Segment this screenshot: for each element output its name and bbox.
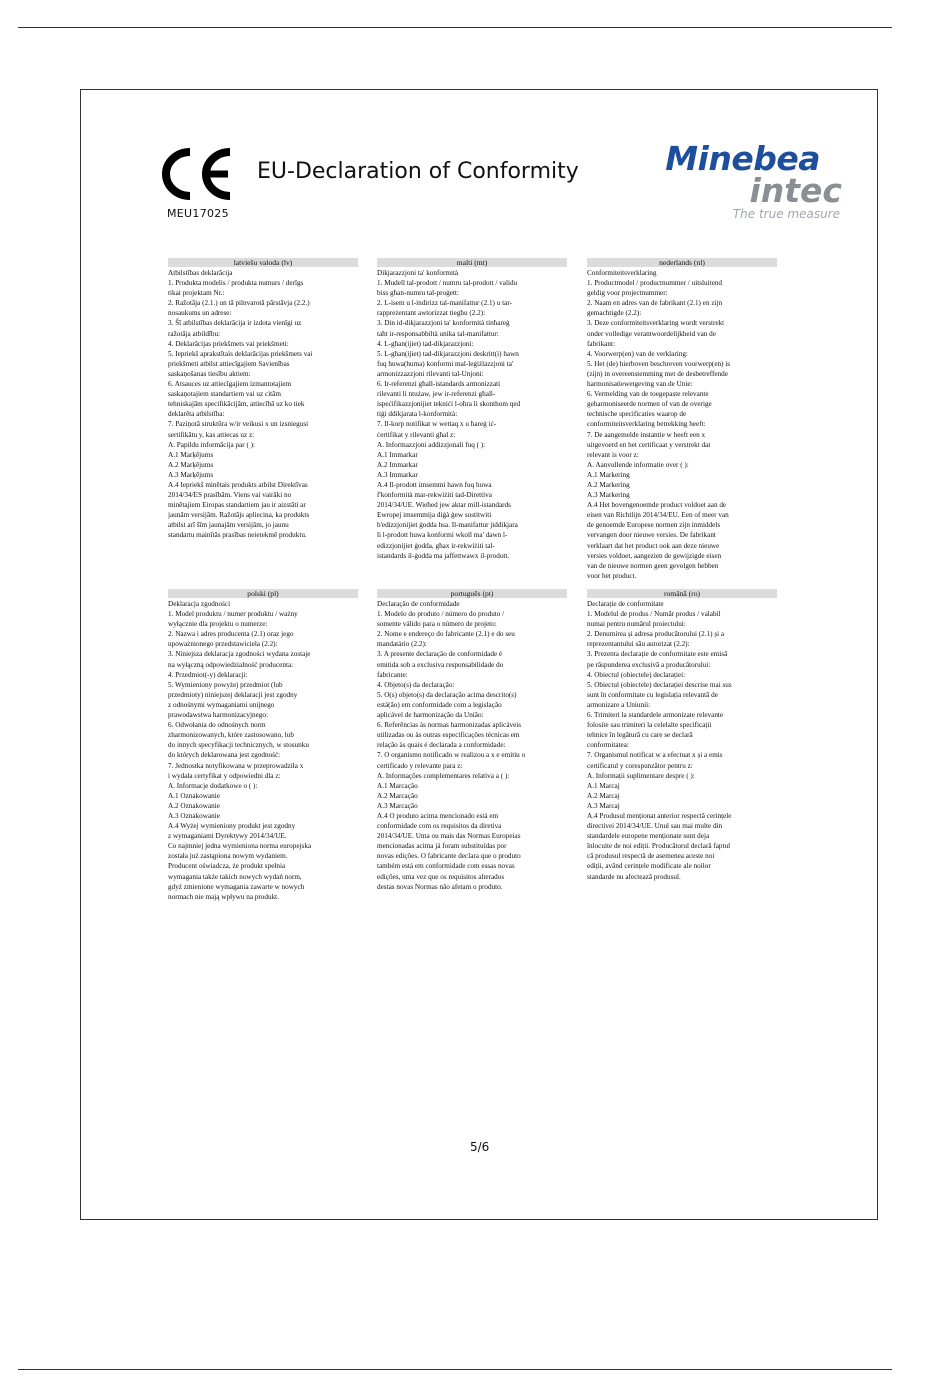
declaration-line: 3. Niniejsza deklaracja zgodności wydana zostaje — [168, 650, 311, 659]
declaration-line: 7. Il-korp notifikat w wettaq x u ħareġ iċ- — [377, 420, 497, 429]
declaration-line: wyłącznie dla projektu o numerze: — [168, 620, 268, 629]
declaration-line: edições, uma vez que os requisitos alterados — [377, 872, 505, 881]
language-heading: latviešu valoda (lv) — [168, 258, 358, 267]
declaration-line: conformidade com os requisitos da diretiva — [377, 822, 502, 831]
declaration-line: fuq huwa(huma) konformi mal-leġiżlazzjoni ta' — [377, 359, 514, 368]
declaration-line: 1. Mudell tal-prodott / numru tal-prodott / validu — [377, 279, 518, 288]
declaration-line: está(ão) em conformidade com a legislação — [377, 700, 502, 709]
page-number: 5/6 — [470, 1140, 490, 1154]
declaration-line: tehniskajām specifikācijām, attiecībā uz ko tiek — [168, 400, 305, 409]
declaration-line: mencionadas acima já foram substituídas por — [377, 842, 507, 851]
declaration-line: verklaart dat het product ook aan deze nieuwe — [587, 541, 720, 550]
declaration-line: deklarēta atbilstība: — [168, 410, 225, 419]
declaration-line: Deklaracja zgodności — [168, 600, 231, 608]
declaration-line: jaunām versijām. Ražotājs apliecina, ka produkts — [168, 511, 310, 520]
declaration-line: van de nieuwe normen geen gevolgen hebben — [587, 561, 719, 570]
declaration-text — [168, 599, 358, 902]
declaration-line: A.1 Immarkar — [377, 450, 418, 459]
declaration-line: A.1 Marcação — [377, 781, 418, 790]
declaration-line: standardele europene menționate sunt deja — [587, 832, 710, 841]
declaration-line: ċertifikat y rilevanti għal z: — [377, 430, 456, 439]
declaration-line: conformitatea: — [587, 741, 629, 750]
declaration-line: certificado y relevante para z: — [377, 761, 463, 770]
declaration-line: também está em conformidade com essas novas — [377, 862, 515, 871]
declaration-line: A.4 Het bovengenoemde product voldoet aan de — [587, 501, 727, 510]
declaration-line: do innych specyfikacji technicznych, w stosunku — [168, 741, 309, 750]
declaration-line: 6. Referências às normas harmonizadas aplicáveis — [377, 721, 522, 730]
declaration-text — [587, 268, 777, 581]
declaration-line: fabrikant: — [587, 339, 615, 348]
declaration-line: că produsul respectă de asemenea aceste noi — [587, 852, 715, 861]
declaration-line: A.2 Markering — [587, 480, 630, 489]
declaration-line: 6. Odwołania do odnośnych norm — [168, 721, 266, 730]
declaration-line: A. Informações complementares relativa a ( ): — [377, 771, 510, 780]
declaration-line: 7. O organismo notificado w realizou a x e emitiu o — [377, 751, 526, 760]
declaration-line: (zijn) in overeenstemming met de desbetreffende — [587, 369, 728, 378]
language-column-mt — [377, 258, 567, 561]
declaration-line: 7. Jednostka notyfikowana w przeprowadziła x — [168, 761, 304, 770]
declaration-line: folosite sau trimiteri la celelalte specificații — [587, 721, 712, 730]
declaration-line: normach nie mają wpływu na produkt. — [168, 892, 279, 901]
declaration-line: A.3 Oznakowanie — [168, 811, 220, 820]
language-column-pl — [168, 589, 358, 902]
declaration-line: 4. Deklarācijas priekšmets vai priekšmeti: — [168, 339, 289, 348]
declaration-line: 1. Produkta modelis / produkta numurs / derīgs — [168, 279, 304, 288]
declaration-line: A. Papildu informācija par ( ): — [168, 440, 256, 449]
logo-tagline: The true measure — [732, 207, 840, 221]
declaration-line: reprezentantului său autorizat (2.2): — [587, 640, 690, 649]
declaration-text — [587, 599, 777, 882]
declaration-line: 5. L-għan(ijiet) tad-dikjarazzjoni deskritt(i) hawn — [377, 349, 519, 358]
declaration-line: 3. Šī atbilstības deklarācija ir izdota vienīgi uz — [168, 319, 302, 328]
declaration-line: 3. Deze conformiteitsverklaring wordt verstrekt — [587, 319, 725, 328]
declaration-line: 6. Vermelding van de toegepaste relevante — [587, 390, 709, 399]
declaration-line: uitgevoerd en het certificaat y verstrekt dat — [587, 440, 711, 449]
declaration-line: 7. De aangemelde instantie w heeft een x — [587, 430, 706, 439]
declaration-line: 4. Voorwerp(en) van de verklaring: — [587, 349, 688, 358]
declaration-line: tehnice în legătură cu care se declară — [587, 731, 693, 740]
declaration-line: emitida sob a exclusiva responsabilidade do — [377, 660, 504, 669]
declaration-line: A.3 Markering — [587, 491, 630, 500]
declaration-line: A.4 Produsul menționat anterior respectă cerințele — [587, 811, 732, 820]
declaration-line: A.4 Wyżej wymieniony produkt jest zgodny — [168, 822, 296, 831]
declaration-line: fabricante: — [377, 670, 408, 679]
minebea-intec-logo — [616, 139, 844, 225]
ce-mark-icon — [156, 146, 234, 202]
declaration-line: certificatul y corespunzător pentru z: — [587, 761, 693, 770]
declaration-line: 7. Organismul notificat w a efectuat x și a emis — [587, 751, 723, 760]
declaration-line: 6. Ir-referenzi għall-istandards armonizzati — [377, 380, 501, 389]
declaration-line: 3. Din id-dikjarazzjoni ta' konformità tinħareġ — [377, 319, 510, 328]
declaration-line: A.3 Marcação — [377, 801, 418, 810]
declaration-line: destas novas Normas não afetam o produto. — [377, 882, 503, 891]
declaration-line: mandatário (2.2): — [377, 640, 427, 649]
declaration-line: standarde nu afectează produsul. — [587, 872, 681, 881]
declaration-line: 2014/34/UE. Wieħed jew aktar mill-istandards — [377, 501, 511, 510]
declaration-line: de genoemde Europese normen zijn inmiddels — [587, 521, 721, 530]
declaration-line: taħt ir-responsabbiltà unika tal-manifattur: — [377, 329, 499, 338]
declaration-line: eisen van Richtlijn 2014/34/EU. Een of meer van — [587, 511, 729, 520]
declaration-text — [168, 268, 358, 541]
declaration-line: relação às quais é declarada a conformidade: — [377, 741, 506, 750]
declaration-line: do których deklarowana jest zgodność: — [168, 751, 281, 760]
declaration-line: priekšmeti atbilst attiecīgajiem Savienības — [168, 359, 290, 368]
declaration-line: 1. Model produktu / numer produktu / ważny — [168, 610, 298, 619]
declaration-line: f'konformità mar-rekwiżiti tad-Direttiva — [377, 491, 492, 500]
declaration-line: 5. Obiectul (obiectele) declarației descrise mai sus — [587, 680, 732, 689]
declaration-line: sunt în conformitate cu legislația relevantă de — [587, 690, 718, 699]
declaration-text — [377, 599, 567, 892]
logo-line-1: Minebea — [665, 139, 820, 178]
declaration-line: standartu mainītās prasības neietekmē produktu. — [168, 531, 307, 540]
declaration-line: tikai projektam Nr.: — [168, 289, 225, 298]
declaration-line: directivei 2014/34/UE. Unul sau mai multe din — [587, 822, 723, 831]
declaration-line: gdyż zmienione wymagania zawarte w nowych — [168, 882, 305, 891]
declaration-line: atbilst arī šīm jaunajām versijām, jo jaunu — [168, 521, 289, 530]
declaration-line: vervangen door nieuwe versies. De fabrikant — [587, 531, 716, 540]
declaration-line: 1. Modelul de produs / Număr produs / valabil — [587, 610, 721, 619]
declaration-line: onder volledige verantwoordelijkheid van de — [587, 329, 716, 338]
declaration-line: Atbilstības deklarācija — [168, 269, 233, 277]
declaration-line: A.2 Marcação — [377, 791, 418, 800]
declaration-line: voor het product. — [587, 571, 637, 580]
language-heading: malti (mt) — [377, 258, 567, 267]
declaration-line: 4. Przedmiot(-y) deklaracji: — [168, 670, 248, 679]
declaration-line: 7. Paziņotā struktūra w/ir veikusi x un izsniegusi — [168, 420, 309, 429]
declaration-line: b'edizzjonijiet ġodda hsa. Il-manifattur jiddikjara — [377, 521, 518, 530]
declaration-line: Co najmniej jedna wymieniona norma europejska — [168, 842, 312, 851]
declaration-line: 2. Nazwa i adres producenta (2.1) oraz jego — [168, 630, 294, 639]
declaration-line: z wymaganiami Dyrektywy 2014/34/UE. — [168, 832, 287, 841]
declaration-line: numai pentru numărul proiectului: — [587, 620, 686, 629]
declaration-line: 1. Modelo do produto / número do produto / — [377, 610, 505, 619]
declaration-line: pe răspunderea exclusivă a producătorului: — [587, 660, 711, 669]
declaration-line: 6. Trimiteri la standardele armonizate relevante — [587, 711, 724, 720]
declaration-line: została już zastąpiona nowym wydaniem. — [168, 852, 288, 861]
declaration-line: z odnośnymi wymaganiami unijnego — [168, 700, 275, 709]
declaration-line: versies voldoet, aangezien de gewijzigde eisen — [587, 551, 722, 560]
logo-line-2: intec — [749, 171, 842, 210]
declaration-line: 5. Wymieniony powyżej przedmiot (lub — [168, 680, 283, 689]
language-heading: polski (pl) — [168, 589, 358, 598]
declaration-line: A. Informații suplimentare despre ( ): — [587, 771, 695, 780]
declaration-line: li l-prodott huwa konformi wkoll ma' dawn l- — [377, 531, 508, 540]
declaration-line: A.1 Oznakowanie — [168, 791, 220, 800]
declaration-line: A.3 Immarkar — [377, 470, 418, 479]
language-heading: română (ro) — [587, 589, 777, 598]
declaration-line: A.2 Oznakowanie — [168, 801, 220, 810]
declaration-line: armonizare a Uniunii: — [587, 700, 651, 709]
declaration-line: Declarație de conformitate — [587, 600, 664, 608]
declaration-line: 5. Het (de) hierboven beschreven voorwerp(en) is — [587, 359, 731, 368]
declaration-line: A.2 Marcaj — [587, 791, 620, 800]
declaration-line: tiġi ddikjarata l-konformità: — [377, 410, 458, 419]
declaration-line: A.3 Marcaj — [587, 801, 620, 810]
document-code: MEU17025 — [167, 207, 229, 220]
language-heading: nederlands (nl) — [587, 258, 777, 267]
declaration-line: geldig voor projectnummer: — [587, 289, 668, 298]
declaration-line: A.1 Marķējums — [168, 450, 214, 459]
declaration-line: przedmioty) niniejszej deklaracji jest zgodny — [168, 690, 298, 699]
language-heading: português (pt) — [377, 589, 567, 598]
declaration-line: 1. Productmodel / productnummer / uitsluitend — [587, 279, 722, 288]
declaration-line: 2. Ražotāja (2.1.) un tā pilnvarotā pārstāvja (2.2.) — [168, 299, 310, 308]
declaration-line: 4. L-għan(ijiet) tad-dikjarazzjoni: — [377, 339, 474, 348]
declaration-line: 2014/34/ES prasībām. Viens vai vairāki no — [168, 491, 292, 500]
declaration-line: istandards il-ġodda ma jaffettwawx il-prodott. — [377, 551, 510, 560]
declaration-line: rappreżentant awtorizzat tiegħu (2.2): — [377, 309, 486, 318]
declaration-line: technische specificaties waarop de — [587, 410, 687, 419]
declaration-line: wymagania także takich nowych wydań norm, — [168, 872, 302, 881]
declaration-line: sertifikātu y, kas attiecas uz z: — [168, 430, 255, 439]
declaration-line: 2014/34/UE. Uma ou mais das Normas Europeias — [377, 832, 521, 841]
declaration-line: A.2 Marķējums — [168, 460, 214, 469]
declaration-line: 2. L-isem u l-indirizz tal-manifattur (2.1) u tar- — [377, 299, 512, 308]
declaration-line: rilevanti li ntużaw, jew ir-referenzi għall- — [377, 390, 496, 399]
declaration-line: i wydała certyfikat y odpowiedni dla z: — [168, 771, 281, 780]
declaration-line: Producent oświadcza, że produkt spełnia — [168, 862, 286, 871]
page-title: EU-Declaration of Conformity — [257, 159, 579, 184]
bottom-rule — [18, 1369, 892, 1370]
declaration-line: 2. Denumirea și adresa producătorului (2.1) și a — [587, 630, 725, 639]
declaration-line: conformiteitsverklaring betrekking heeft: — [587, 420, 706, 429]
declaration-line: minētajiem Eiropas standartiem jau ir aizstāti ar — [168, 501, 306, 510]
declaration-line: aplicável de harmonização da União: — [377, 711, 484, 720]
declaration-line: biss għan-numru tal-proġett: — [377, 289, 459, 298]
declaration-line: edizzjonijiet ġodda, għax ir-rekwiżiti tal- — [377, 541, 495, 550]
declaration-line: A.4 O produto acima mencionado está em — [377, 811, 499, 820]
declaration-line: nosaukums un adrese: — [168, 309, 232, 318]
declaration-line: 3. A presente declaração de conformidade é — [377, 650, 503, 659]
declaration-line: Conformiteitsverklaring — [587, 269, 657, 277]
declaration-line: novas edições. O fabricante declara que o produto — [377, 852, 521, 861]
declaration-line: A.1 Markering — [587, 470, 630, 479]
declaration-line: Ewropej imsemmija diġà ġew sostitwiti — [377, 511, 492, 520]
declaration-line: A. Informazzjoni addizzjonali fuq ( ): — [377, 440, 486, 449]
declaration-line: relevant is voor z: — [587, 450, 639, 459]
language-column-ro — [587, 589, 777, 882]
language-column-pt — [377, 589, 567, 892]
declaration-line: 5. Iepriekš aprakstītais deklarācijas priekšmets vai — [168, 349, 313, 358]
language-column-nl — [587, 258, 777, 581]
language-column-lv — [168, 258, 358, 541]
declaration-line: armonizzazzjoni rilevanti tal-Unjoni: — [377, 369, 484, 378]
declaration-line: somente válido para o número de projeto: — [377, 620, 497, 629]
declaration-line: 4. Obiectul (obiectele) declarației: — [587, 670, 686, 679]
declaration-line: A.3 Marķējums — [168, 470, 214, 479]
declaration-line: 5. O(s) objeto(s) da declaração acima descrito(s) — [377, 690, 517, 699]
declaration-line: A. Aanvullende informatie over ( ): — [587, 460, 689, 469]
declaration-line: A.1 Marcaj — [587, 781, 620, 790]
declaration-line: A. Informacje dodatkowe o ( ): — [168, 781, 258, 790]
declaration-line: saskaņošanas tiesību aktiem: — [168, 369, 251, 378]
declaration-line: upoważnionego przedstawiciela (2.2): — [168, 640, 278, 649]
declaration-line: A.4 Iepriekš minētais produkts atbilst Direktīvas — [168, 480, 308, 489]
top-rule — [18, 27, 892, 28]
declaration-line: Dikjarazzjoni ta' konformità — [377, 269, 459, 277]
declaration-text — [377, 268, 567, 561]
declaration-line: saskaņotajiem standartiem vai uz citām — [168, 390, 281, 399]
declaration-line: înlocuite de noi ediții. Producătorul declară faptul — [587, 842, 731, 851]
declaration-line: na wyłączną odpowiedzialność producenta: — [168, 660, 294, 669]
declaration-line: A.2 Immarkar — [377, 460, 418, 469]
declaration-line: ediții, având cerințele modificate ale noilor — [587, 862, 711, 871]
declaration-line: Declaração de conformidade — [377, 600, 460, 608]
declaration-line: 2. Nome e endereço do fabricante (2.1) e do seu — [377, 630, 515, 639]
declaration-line: 3. Prezenta declarație de conformitate este emisă — [587, 650, 728, 659]
declaration-line: gemachtigde (2.2): — [587, 309, 642, 318]
declaration-line: ražotāja atbildību: — [168, 329, 221, 338]
declaration-line: geharmoniseerde normen of van de overige — [587, 400, 712, 409]
declaration-line: 2. Naam en adres van de fabrikant (2.1) en zijn — [587, 299, 723, 308]
declaration-line: A.4 Il-prodott imsemmi hawn fuq huwa — [377, 480, 492, 489]
declaration-line: 6. Atsauces uz attiecīgajiem izmantotajiem — [168, 380, 292, 389]
declaration-line: utilizadas ou às outras especificações técnicas em — [377, 731, 520, 740]
declaration-line: zharmonizowanych, które zastosowano, lub — [168, 731, 294, 740]
declaration-line: 4. Objeto(s) da declaração: — [377, 680, 455, 689]
declaration-line: prawodawstwa harmonizacyjnego: — [168, 711, 268, 720]
declaration-line: harmonisatiewetgeving van de Unie: — [587, 380, 693, 389]
declaration-line: ispeċifikazzjonijiet tekniċi l-oħra li skonthom qed — [377, 400, 521, 409]
